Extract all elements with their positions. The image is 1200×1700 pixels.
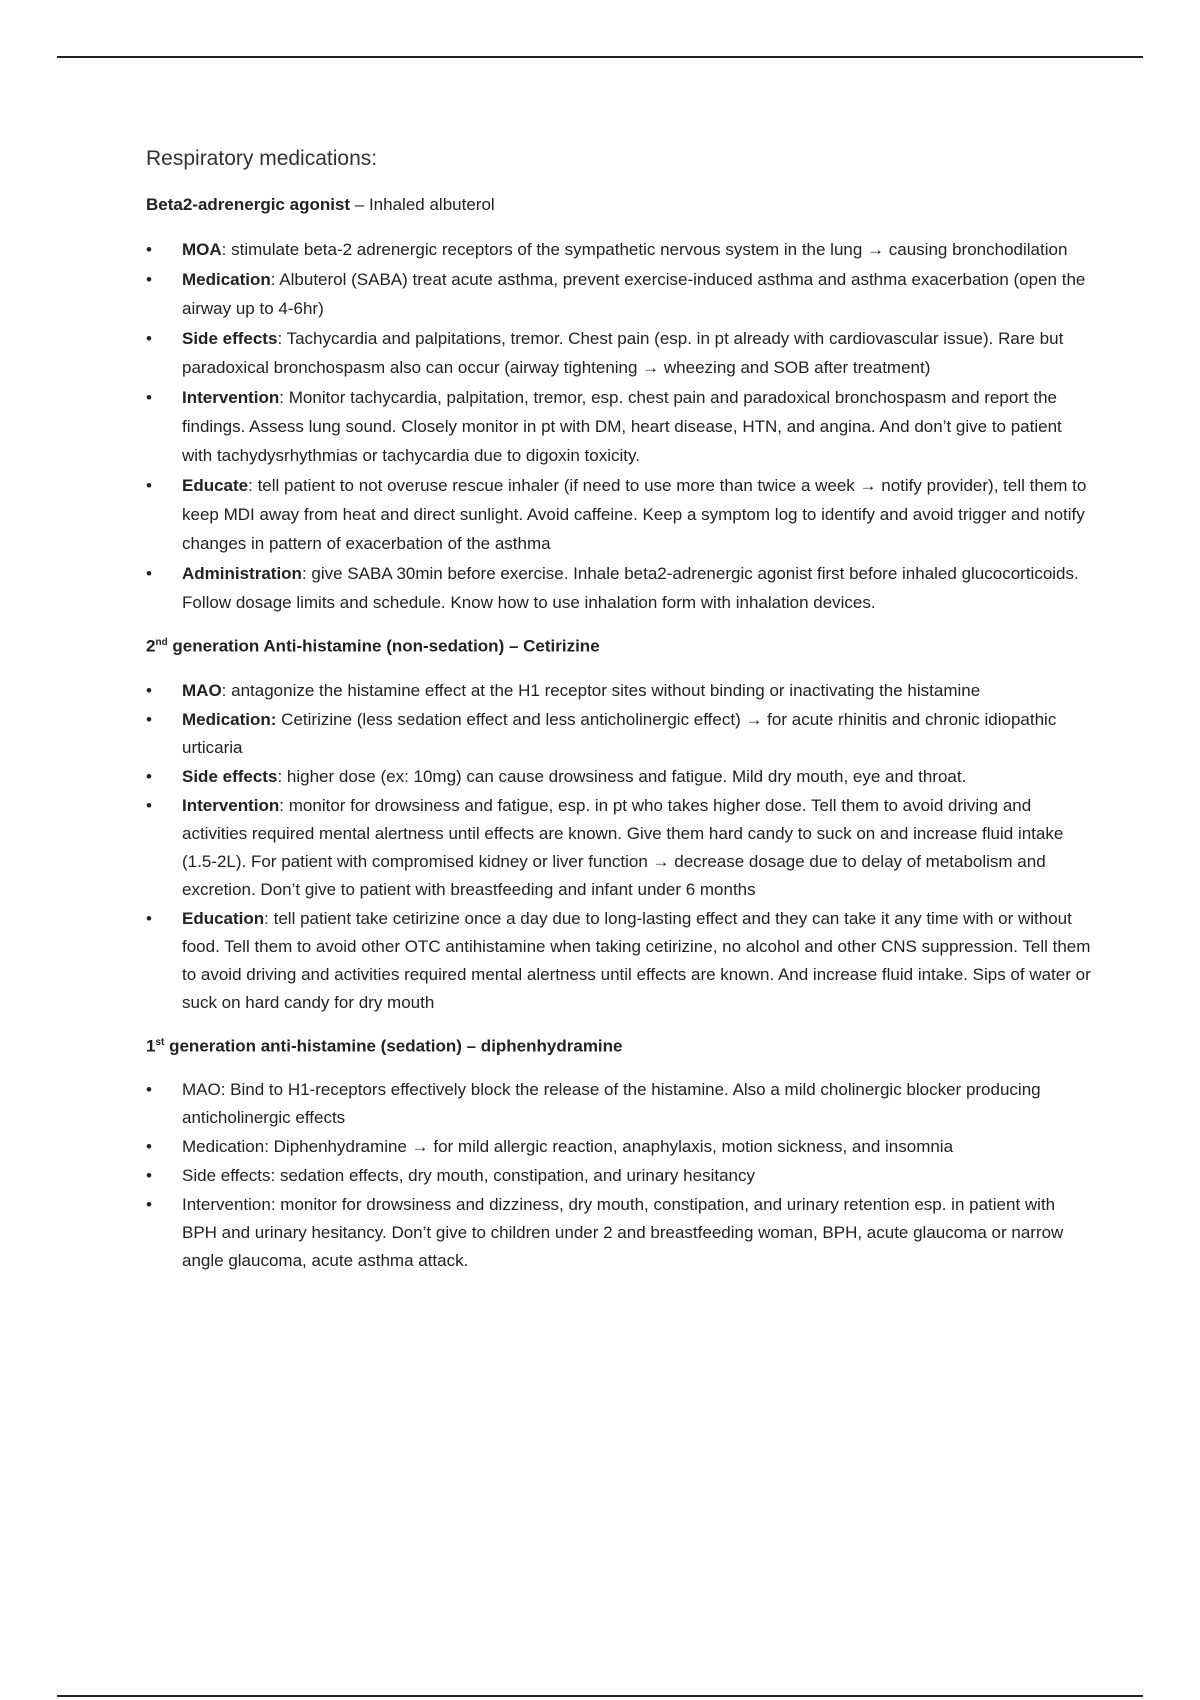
section-heading-beta2-agonist [146,193,1091,217]
section-heading-bold: generation Anti-histamine (non-sedation) – Cetirizine [167,636,600,656]
item-label: Education [182,908,265,928]
item-label: Side effects [182,766,278,786]
section-heading-number: 2 [146,636,156,656]
item-label: MOA [182,240,222,259]
list-item-side-effects [146,324,1091,382]
item-text: : tell patient to not overuse rescue inhaler (if need to use more than twice a week → notify provider), tell them to keep MDI away from heat and direct sunlight. Avoid caffeine. Keep a symptom log to identify and avoid trigger and notify changes in pattern of exacerbation of the asthma [182,476,1087,553]
item-label: Medication [182,270,271,289]
item-text: : Monitor tachycardia, palpitation, tremor, esp. chest pain and paradoxical bronchospasm and report the findings. Assess lung sound. Closely monitor in pt with DM, heart disease, HTN, and angina. And don’t give to patient with tachydysrhythmias or tachycardia due to digoxin toxicity. [182,388,1062,465]
item-text: : give SABA 30min before exercise. Inhale beta2-adrenergic agonist first before inhaled glucocorticoids. Follow dosage limits and schedule. Know how to use inhalation form with inhalation devices. [182,564,1079,612]
item-label: Medication: [182,709,277,729]
top-rule [57,56,1143,58]
bullet-list-cetirizine [146,677,1091,1017]
item-text: : tell patient take cetirizine once a day due to long-lasting effect and they can take it any time with or without food. Tell them to avoid other OTC antihistamine when taking cetirizine, no alcohol and other CNS suppression. Tell them to avoid driving and activities required mental alertness until effects are known. And increase fluid intake. Sips of water or suck on hard candy for dry mouth [182,908,1091,1012]
page-title: Respiratory medications: [146,147,378,170]
section-heading-cetirizine [146,631,1091,659]
item-text: : monitor for drowsiness and fatigue, esp. in pt who takes higher dose. Tell them to avoid driving and activities required mental alertness until effects are known. Give them hard candy to suck on and increase fluid intake (1.5-2L). For patient with compromised kidney or liver function → decrease dosage due to delay of metabolism and excretion. Don’t give to patient with breastfeeding and infant under 6 months [182,795,1064,899]
list-item-intervention: • Intervention: monitor for drowsiness and dizziness, dry mouth, constipation, and urinary retention esp. in patient with BPH and urinary hesitancy. Don’t give to children under 2 and breastfeeding woman, BPH, acute glaucoma or narrow angle glaucoma, acute asthma attack. [146,1191,1091,1275]
list-item-administration [146,559,1091,617]
list-item-intervention [146,792,1091,904]
item-label: Side effects [182,329,278,348]
list-item-educate [146,471,1091,558]
document-body [146,144,1091,1289]
list-item-mao: • MAO: Bind to H1-receptors effectively block the release of the histamine. Also a mild cholinergic blocker producing anticholinergic effects [146,1076,1091,1132]
item-text: Cetirizine (less sedation effect and less anticholinergic effect) → for acute rhinitis and chronic idiopathic urticaria [182,709,1057,757]
section-heading-diphenhydramine [146,1031,1091,1059]
list-item-side-effects: • Side effects: sedation effects, dry mouth, constipation, and urinary hesitancy [146,1162,1091,1190]
list-item-medication [146,265,1091,323]
item-label: Intervention [182,388,280,407]
item-label: Intervention [182,795,280,815]
item-text: : stimulate beta-2 adrenergic receptors of the sympathetic nervous system in the lung → causing bronchodilation [221,240,1068,259]
item-label: MAO [182,680,222,700]
list-item-medication [146,706,1091,762]
item-label: Administration [182,564,302,583]
section-heading-ordinal: nd [155,637,168,648]
item-text: : Tachycardia and palpitations, tremor. Chest pain (esp. in pt already with cardiovascular issue). Rare but paradoxical bronchospasm also can occur (airway tightening → wheezing and SOB after treatment) [182,329,1064,377]
list-item-mao [146,677,1091,705]
list-item-education [146,905,1091,1017]
bottom-rule [57,1695,1143,1697]
section-heading-bold: Beta2-adrenergic agonist [146,195,351,214]
item-text: : antagonize the histamine effect at the H1 receptor sites without binding or inactivating the histamine [221,680,981,700]
section-heading-number: 1 [146,1036,156,1056]
section-heading-bold: generation anti-histamine (sedation) – diphenhydramine [164,1036,623,1056]
bullet-list-diphenhydramine [146,1076,1091,1275]
bullet-list-beta2-agonist [146,235,1091,617]
item-text: : higher dose (ex: 10mg) can cause drowsiness and fatigue. Mild dry mouth, eye and throat. [277,766,967,786]
section-heading-ordinal: st [155,1036,165,1048]
list-item-moa [146,235,1091,264]
list-item-intervention [146,383,1091,470]
section-heading-rest: – Inhaled albuterol [350,195,495,214]
list-item-medication: • Medication: Diphenhydramine → for mild allergic reaction, anaphylaxis, motion sickness, and insomnia [146,1133,1091,1161]
list-item-side-effects [146,763,1091,791]
item-text: : Albuterol (SABA) treat acute asthma, prevent exercise-induced asthma and asthma exacerbation (open the airway up to 4-6hr) [182,270,1086,318]
item-label: Educate [182,476,249,495]
